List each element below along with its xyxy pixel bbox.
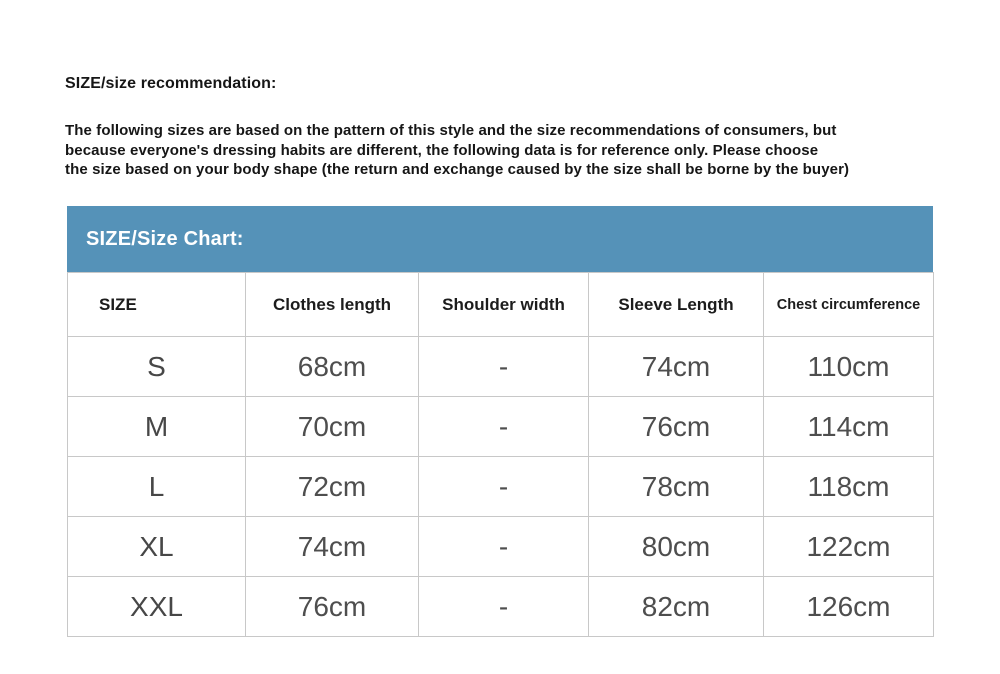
- size-label: XXL: [68, 577, 246, 637]
- clothes-length-value: 72cm: [246, 457, 419, 517]
- column-header-sleeve-length: Sleeve Length: [589, 273, 764, 337]
- sleeve-length-value: 80cm: [589, 517, 764, 577]
- shoulder-width-value: -: [419, 457, 589, 517]
- table-row-l: [68, 457, 934, 517]
- sleeve-length-value: 78cm: [589, 457, 764, 517]
- chest-circumference-value: 122cm: [764, 517, 934, 577]
- paragraph-line: the size based on your body shape (the return and exchange caused by the size shall be borne by the buyer): [65, 161, 850, 178]
- shoulder-width-value: -: [419, 577, 589, 637]
- size-label: M: [68, 397, 246, 457]
- shoulder-width-value: -: [419, 337, 589, 397]
- chest-circumference-value: 118cm: [764, 457, 934, 517]
- paragraph-line: The following sizes are based on the pattern of this style and the size recommendations of consumers, but: [65, 122, 837, 139]
- clothes-length-value: 70cm: [246, 397, 419, 457]
- clothes-length-value: 74cm: [246, 517, 419, 577]
- table-row-m: [68, 397, 934, 457]
- table-row-s: [68, 337, 934, 397]
- size-chart-table: [67, 272, 934, 637]
- size-recommendation-heading: SIZE/size recommendation:: [65, 75, 277, 92]
- shoulder-width-value: -: [419, 517, 589, 577]
- size-label: S: [68, 337, 246, 397]
- size-chart-title-bar: [67, 206, 933, 272]
- shoulder-width-value: -: [419, 397, 589, 457]
- sleeve-length-value: 74cm: [589, 337, 764, 397]
- chest-circumference-value: 114cm: [764, 397, 934, 457]
- paragraph-line: because everyone's dressing habits are different, the following data is for reference only. Please choose: [65, 141, 819, 159]
- column-header-size: SIZE: [68, 273, 246, 337]
- table-row-xl: [68, 517, 934, 577]
- sleeve-length-value: 76cm: [589, 397, 764, 457]
- size-label: XL: [68, 517, 246, 577]
- column-header-shoulder-width: Shoulder width: [419, 273, 589, 337]
- chest-circumference-value: 110cm: [764, 337, 934, 397]
- size-recommendation-paragraph: [65, 121, 849, 180]
- sleeve-length-value: 82cm: [589, 577, 764, 637]
- table-row-xxl: [68, 577, 934, 637]
- size-chart-title: SIZE/Size Chart:: [86, 228, 244, 250]
- clothes-length-value: 68cm: [246, 337, 419, 397]
- table-header-row: [68, 273, 934, 337]
- column-header-clothes-length: Clothes length: [246, 273, 419, 337]
- size-label: L: [68, 457, 246, 517]
- chest-circumference-value: 126cm: [764, 577, 934, 637]
- column-header-chest-circumference: Chest circumference: [764, 273, 934, 337]
- clothes-length-value: 76cm: [246, 577, 419, 637]
